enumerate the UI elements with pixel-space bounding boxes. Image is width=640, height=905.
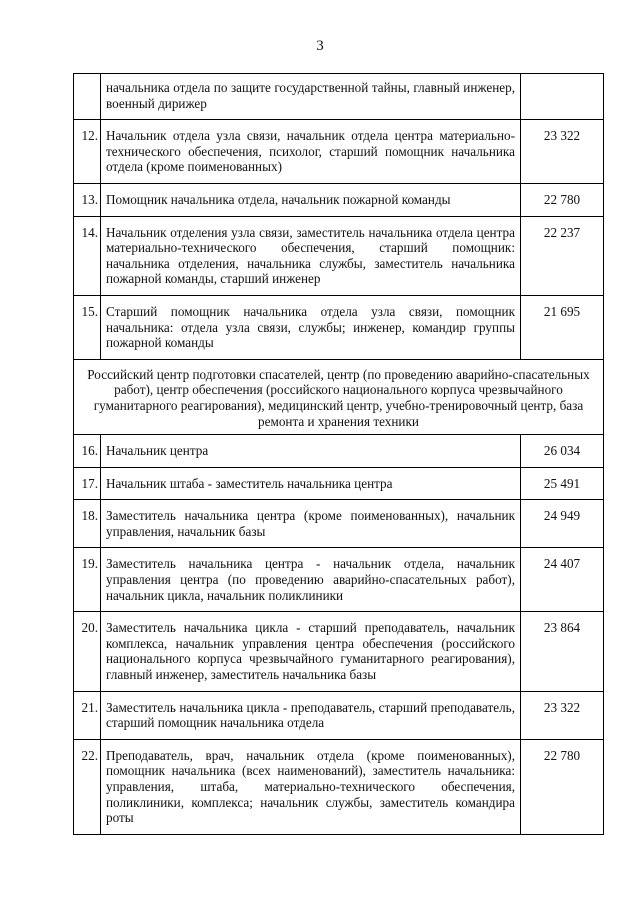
table-row bbox=[74, 548, 604, 612]
table-row bbox=[74, 216, 604, 295]
salary-value: 21 695 bbox=[521, 295, 604, 359]
table-row bbox=[74, 612, 604, 691]
row-number: 19. bbox=[74, 548, 101, 612]
row-number: 14. bbox=[74, 216, 101, 295]
position-description: начальника отдела по защите государственной тайны, главный инженер, военный дирижер bbox=[101, 74, 521, 120]
table-row bbox=[74, 467, 604, 500]
table-row bbox=[74, 739, 604, 834]
salary-value: 24 949 bbox=[521, 500, 604, 548]
position-description: Заместитель начальника цикла - преподаватель, старший преподаватель, старший помощник начальника отдела bbox=[101, 691, 521, 739]
position-description: Старший помощник начальника отдела узла связи, помощник начальника: отдела узла связи, службы; инженер, командир группы пожарной команды bbox=[101, 295, 521, 359]
row-number: 12. bbox=[74, 120, 101, 184]
position-description: Заместитель начальника цикла - старший преподаватель, начальник комплекса, начальник управления центра обеспечения (российского национального корпуса чрезвычайного гуманитарного реагирования), главный инженер, заместитель начальника базы bbox=[101, 612, 521, 691]
row-number: 15. bbox=[74, 295, 101, 359]
row-number: 16. bbox=[74, 435, 101, 468]
row-number: 22. bbox=[74, 739, 101, 834]
position-description: Начальник отдела узла связи, начальник отдела центра материально-технического обеспечения, психолог, старший помощник начальника отдела (кроме поименованных) bbox=[101, 120, 521, 184]
salary-table bbox=[73, 73, 604, 835]
row-number: 20. bbox=[74, 612, 101, 691]
row-number bbox=[74, 74, 101, 120]
salary-value: 23 322 bbox=[521, 120, 604, 184]
table-row bbox=[74, 295, 604, 359]
salary-value: 22 780 bbox=[521, 739, 604, 834]
section-header-row bbox=[74, 359, 604, 434]
table-row bbox=[74, 120, 604, 184]
row-number: 18. bbox=[74, 500, 101, 548]
salary-value: 23 322 bbox=[521, 691, 604, 739]
position-description: Начальник отделения узла связи, заместитель начальника отдела центра материально-технического обеспечения, старший помощник: начальника отделения, начальника службы, заместитель начальника пожарной команды, старший инженер bbox=[101, 216, 521, 295]
table-row bbox=[74, 183, 604, 216]
salary-value: 22 780 bbox=[521, 183, 604, 216]
table-row bbox=[74, 500, 604, 548]
page-number: 3 bbox=[316, 38, 324, 54]
salary-value: 23 864 bbox=[521, 612, 604, 691]
salary-value bbox=[521, 74, 604, 120]
table-row-continuation bbox=[74, 74, 604, 120]
salary-value: 24 407 bbox=[521, 548, 604, 612]
position-description: Заместитель начальника центра - начальник отдела, начальник управления центра (по проведению аварийно-спасательных работ), начальник цикла, начальник поликлиники bbox=[101, 548, 521, 612]
position-description: Начальник центра bbox=[101, 435, 521, 468]
section-header: Российский центр подготовки спасателей, центр (по проведению аварийно-спасательных работ), центр обеспечения (российского национального корпуса чрезвычайного гуманитарного реагирования), медицинский центр, учебно-тренировочный центр, база ремонта и хранения техники bbox=[74, 359, 604, 434]
position-description: Помощник начальника отдела, начальник пожарной команды bbox=[101, 183, 521, 216]
position-description: Начальник штаба - заместитель начальника центра bbox=[101, 467, 521, 500]
table-row bbox=[74, 435, 604, 468]
table-row bbox=[74, 691, 604, 739]
row-number: 17. bbox=[74, 467, 101, 500]
salary-value: 26 034 bbox=[521, 435, 604, 468]
position-description: Заместитель начальника центра (кроме поименованных), начальник управления, начальник базы bbox=[101, 500, 521, 548]
salary-value: 22 237 bbox=[521, 216, 604, 295]
salary-value: 25 491 bbox=[521, 467, 604, 500]
position-description: Преподаватель, врач, начальник отдела (кроме поименованных), помощник начальника (всех наименований), заместитель начальника: управления, штаба, материально-технического обеспечения, поликлиники, комплекса; начальник службы, заместитель командира роты bbox=[101, 739, 521, 834]
row-number: 21. bbox=[74, 691, 101, 739]
row-number: 13. bbox=[74, 183, 101, 216]
